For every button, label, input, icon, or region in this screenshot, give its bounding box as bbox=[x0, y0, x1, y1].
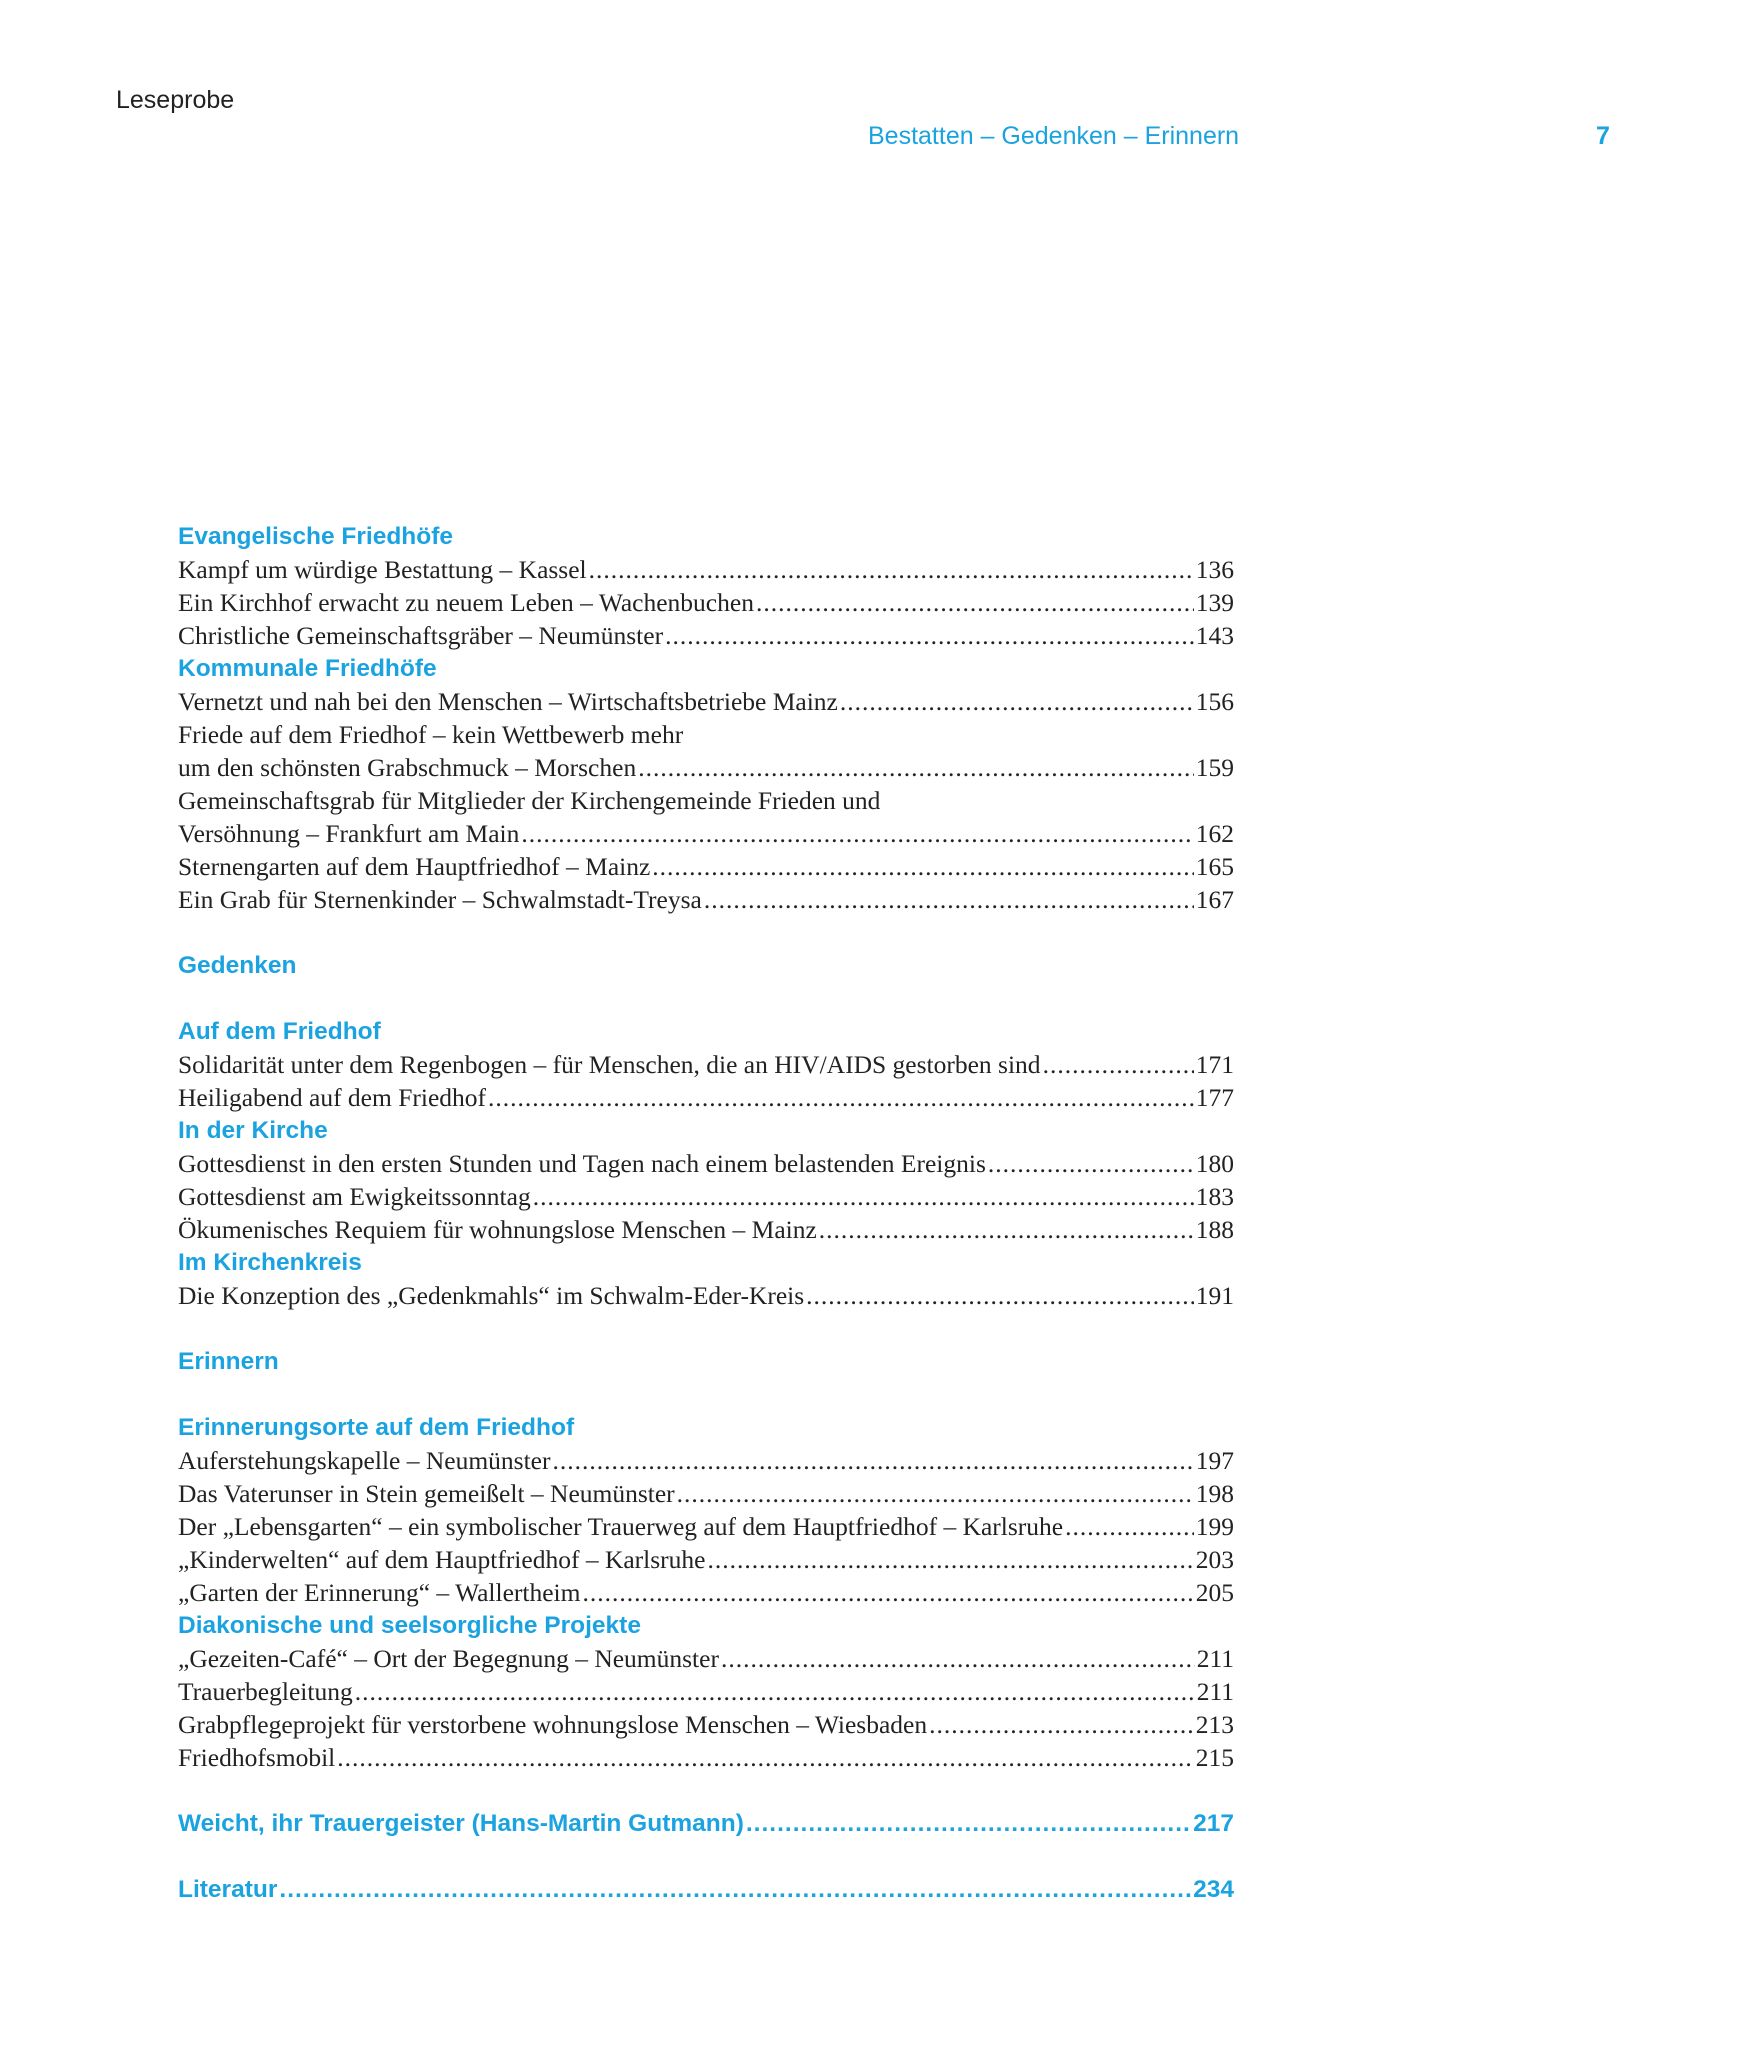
entry-page: 203 bbox=[1195, 1545, 1234, 1574]
dot-leader bbox=[521, 817, 1193, 850]
entry-title-line: Friede auf dem Friedhof – kein Wettbewerb mehr bbox=[178, 720, 684, 749]
entry-title: Gottesdienst in den ersten Stunden und Tagen nach einem belastenden Ereignis bbox=[178, 1149, 986, 1178]
dot-leader bbox=[589, 553, 1194, 586]
entry-title: Ein Grab für Sternenkinder – Schwalmstadt-Treysa bbox=[178, 885, 702, 914]
entry-page: 205 bbox=[1195, 1578, 1234, 1607]
toc-entry bbox=[178, 850, 1234, 883]
toc-entry bbox=[178, 1510, 1234, 1543]
toc-entry bbox=[178, 619, 1234, 652]
entry-title: Friedhofsmobil bbox=[178, 1743, 336, 1772]
dot-leader bbox=[756, 586, 1194, 619]
entry-title: Ökumenisches Requiem für wohnungslose Menschen – Mainz bbox=[178, 1215, 817, 1244]
part-heading-erinnern: Erinnern bbox=[178, 1348, 279, 1375]
toc-entry-literatur bbox=[178, 1873, 1234, 1906]
entry-page: 188 bbox=[1195, 1215, 1234, 1244]
dot-leader bbox=[708, 1543, 1194, 1576]
entry-title: Sternengarten auf dem Hauptfriedhof – Mainz bbox=[178, 852, 651, 881]
dot-leader bbox=[840, 685, 1194, 718]
part-heading-gedenken: Gedenken bbox=[178, 952, 297, 979]
page-number: 7 bbox=[1596, 122, 1610, 150]
entry-page: 215 bbox=[1195, 1743, 1234, 1772]
dot-leader bbox=[1065, 1510, 1194, 1543]
entry-title: Das Vaterunser in Stein gemeißelt – Neumünster bbox=[178, 1479, 675, 1508]
entry-page: 171 bbox=[1195, 1050, 1234, 1079]
leseprobe-label: Leseprobe bbox=[116, 86, 235, 114]
dot-leader bbox=[552, 1444, 1193, 1477]
dot-leader bbox=[638, 751, 1194, 784]
entry-title: Literatur bbox=[178, 1876, 278, 1903]
entry-title: „Gezeiten-Café“ – Ort der Begegnung – Neumünster bbox=[178, 1644, 719, 1673]
entry-title: Weicht, ihr Trauergeister (Hans-Martin Gutmann) bbox=[178, 1810, 744, 1837]
dot-leader bbox=[721, 1642, 1195, 1675]
entry-title: Grabpflegeprojekt für verstorbene wohnungslose Menschen – Wiesbaden bbox=[178, 1710, 928, 1739]
toc-entry bbox=[178, 553, 1234, 586]
toc-entry bbox=[178, 586, 1234, 619]
entry-page: 183 bbox=[1195, 1182, 1234, 1211]
toc-entry bbox=[178, 1180, 1234, 1213]
dot-leader bbox=[988, 1147, 1194, 1180]
dot-leader bbox=[677, 1477, 1194, 1510]
entry-page: 199 bbox=[1195, 1512, 1234, 1541]
entry-title: um den schönsten Grabschmuck – Morschen bbox=[178, 753, 637, 782]
toc-entry-trauergeister bbox=[178, 1807, 1234, 1840]
toc-entry bbox=[178, 883, 1234, 916]
entry-page: 156 bbox=[1195, 687, 1234, 716]
entry-title: Christliche Gemeinschaftsgräber – Neumünster bbox=[178, 621, 664, 650]
entry-page: 159 bbox=[1195, 753, 1234, 782]
entry-page: 165 bbox=[1195, 852, 1234, 881]
toc-entry bbox=[178, 1543, 1234, 1576]
toc-entry bbox=[178, 1576, 1234, 1609]
dot-leader bbox=[746, 1807, 1191, 1840]
toc-entry bbox=[178, 1279, 1234, 1312]
entry-title: Gottesdienst am Ewigkeitssonntag bbox=[178, 1182, 531, 1211]
entry-title: Ein Kirchhof erwacht zu neuem Leben – Wachenbuchen bbox=[178, 588, 754, 617]
toc-entry bbox=[178, 685, 1234, 718]
entry-page: 167 bbox=[1195, 885, 1234, 914]
entry-page: 143 bbox=[1195, 621, 1234, 650]
entry-title: Der „Lebensgarten“ – ein symbolischer Trauerweg auf dem Hauptfriedhof – Karlsruhe bbox=[178, 1512, 1064, 1541]
section-heading-in-der-kirche: In der Kirche bbox=[178, 1117, 328, 1144]
section-heading-auf-dem-friedhof: Auf dem Friedhof bbox=[178, 1018, 381, 1045]
section-heading-kommunale-friedhoefe: Kommunale Friedhöfe bbox=[178, 655, 437, 682]
entry-title: Heiligabend auf dem Friedhof bbox=[178, 1083, 487, 1112]
entry-page: 136 bbox=[1195, 555, 1234, 584]
toc-entry bbox=[178, 1708, 1234, 1741]
entry-page: 139 bbox=[1195, 588, 1234, 617]
section-heading-im-kirchenkreis: Im Kirchenkreis bbox=[178, 1249, 362, 1276]
dot-leader bbox=[337, 1741, 1194, 1774]
section-heading-diakonische-projekte: Diakonische und seelsorgliche Projekte bbox=[178, 1612, 641, 1639]
toc-entry bbox=[178, 817, 1234, 850]
entry-title: Versöhnung – Frankfurt am Main bbox=[178, 819, 520, 848]
entry-title: Auferstehungskapelle – Neumünster bbox=[178, 1446, 551, 1475]
dot-leader bbox=[279, 1873, 1191, 1906]
entry-page: 162 bbox=[1195, 819, 1234, 848]
dot-leader bbox=[819, 1213, 1194, 1246]
toc-entry bbox=[178, 1444, 1234, 1477]
entry-title: Die Konzeption des „Gedenkmahls“ im Schwalm-Eder-Kreis bbox=[178, 1281, 805, 1310]
running-head: Bestatten – Gedenken – Erinnern bbox=[868, 122, 1240, 150]
toc-entry bbox=[178, 1477, 1234, 1510]
entry-page: 197 bbox=[1195, 1446, 1234, 1475]
dot-leader bbox=[929, 1708, 1194, 1741]
toc-entry bbox=[178, 1642, 1234, 1675]
entry-title: Solidarität unter dem Regenbogen – für Menschen, die an HIV/AIDS gestorben sind bbox=[178, 1050, 1041, 1079]
section-heading-erinnerungsorte: Erinnerungsorte auf dem Friedhof bbox=[178, 1414, 575, 1441]
dot-leader bbox=[665, 619, 1194, 652]
toc-entry bbox=[178, 751, 1234, 784]
entry-title-line: Gemeinschaftsgrab für Mitglieder der Kirchengemeinde Frieden und bbox=[178, 786, 881, 815]
entry-page: 217 bbox=[1193, 1810, 1234, 1837]
entry-page: 191 bbox=[1195, 1281, 1234, 1310]
entry-title: Kampf um würdige Bestattung – Kassel bbox=[178, 555, 587, 584]
entry-page: 177 bbox=[1195, 1083, 1234, 1112]
entry-title: Trauerbegleitung bbox=[178, 1677, 353, 1706]
dot-leader bbox=[1043, 1048, 1194, 1081]
dot-leader bbox=[652, 850, 1193, 883]
toc-entry bbox=[178, 1213, 1234, 1246]
dot-leader bbox=[488, 1081, 1194, 1114]
entry-title: „Kinderwelten“ auf dem Hauptfriedhof – Karlsruhe bbox=[178, 1545, 706, 1574]
toc-entry bbox=[178, 1081, 1234, 1114]
toc-entry bbox=[178, 1675, 1234, 1708]
toc-entry bbox=[178, 1048, 1234, 1081]
entry-title: „Garten der Erinnerung“ – Wallertheim bbox=[178, 1578, 581, 1607]
toc-entry bbox=[178, 1147, 1234, 1180]
section-heading-evangelische-friedhoefe: Evangelische Friedhöfe bbox=[178, 523, 454, 550]
entry-page: 234 bbox=[1193, 1876, 1234, 1903]
dot-leader bbox=[704, 883, 1194, 916]
entry-page: 213 bbox=[1195, 1710, 1234, 1739]
toc-entry bbox=[178, 1741, 1234, 1774]
dot-leader bbox=[533, 1180, 1194, 1213]
dot-leader bbox=[582, 1576, 1193, 1609]
entry-page: 198 bbox=[1195, 1479, 1234, 1508]
entry-page: 211 bbox=[1196, 1677, 1234, 1706]
entry-page: 211 bbox=[1196, 1644, 1234, 1673]
dot-leader bbox=[355, 1675, 1195, 1708]
entry-title: Vernetzt und nah bei den Menschen – Wirtschaftsbetriebe Mainz bbox=[178, 687, 838, 716]
entry-page: 180 bbox=[1195, 1149, 1234, 1178]
dot-leader bbox=[806, 1279, 1194, 1312]
